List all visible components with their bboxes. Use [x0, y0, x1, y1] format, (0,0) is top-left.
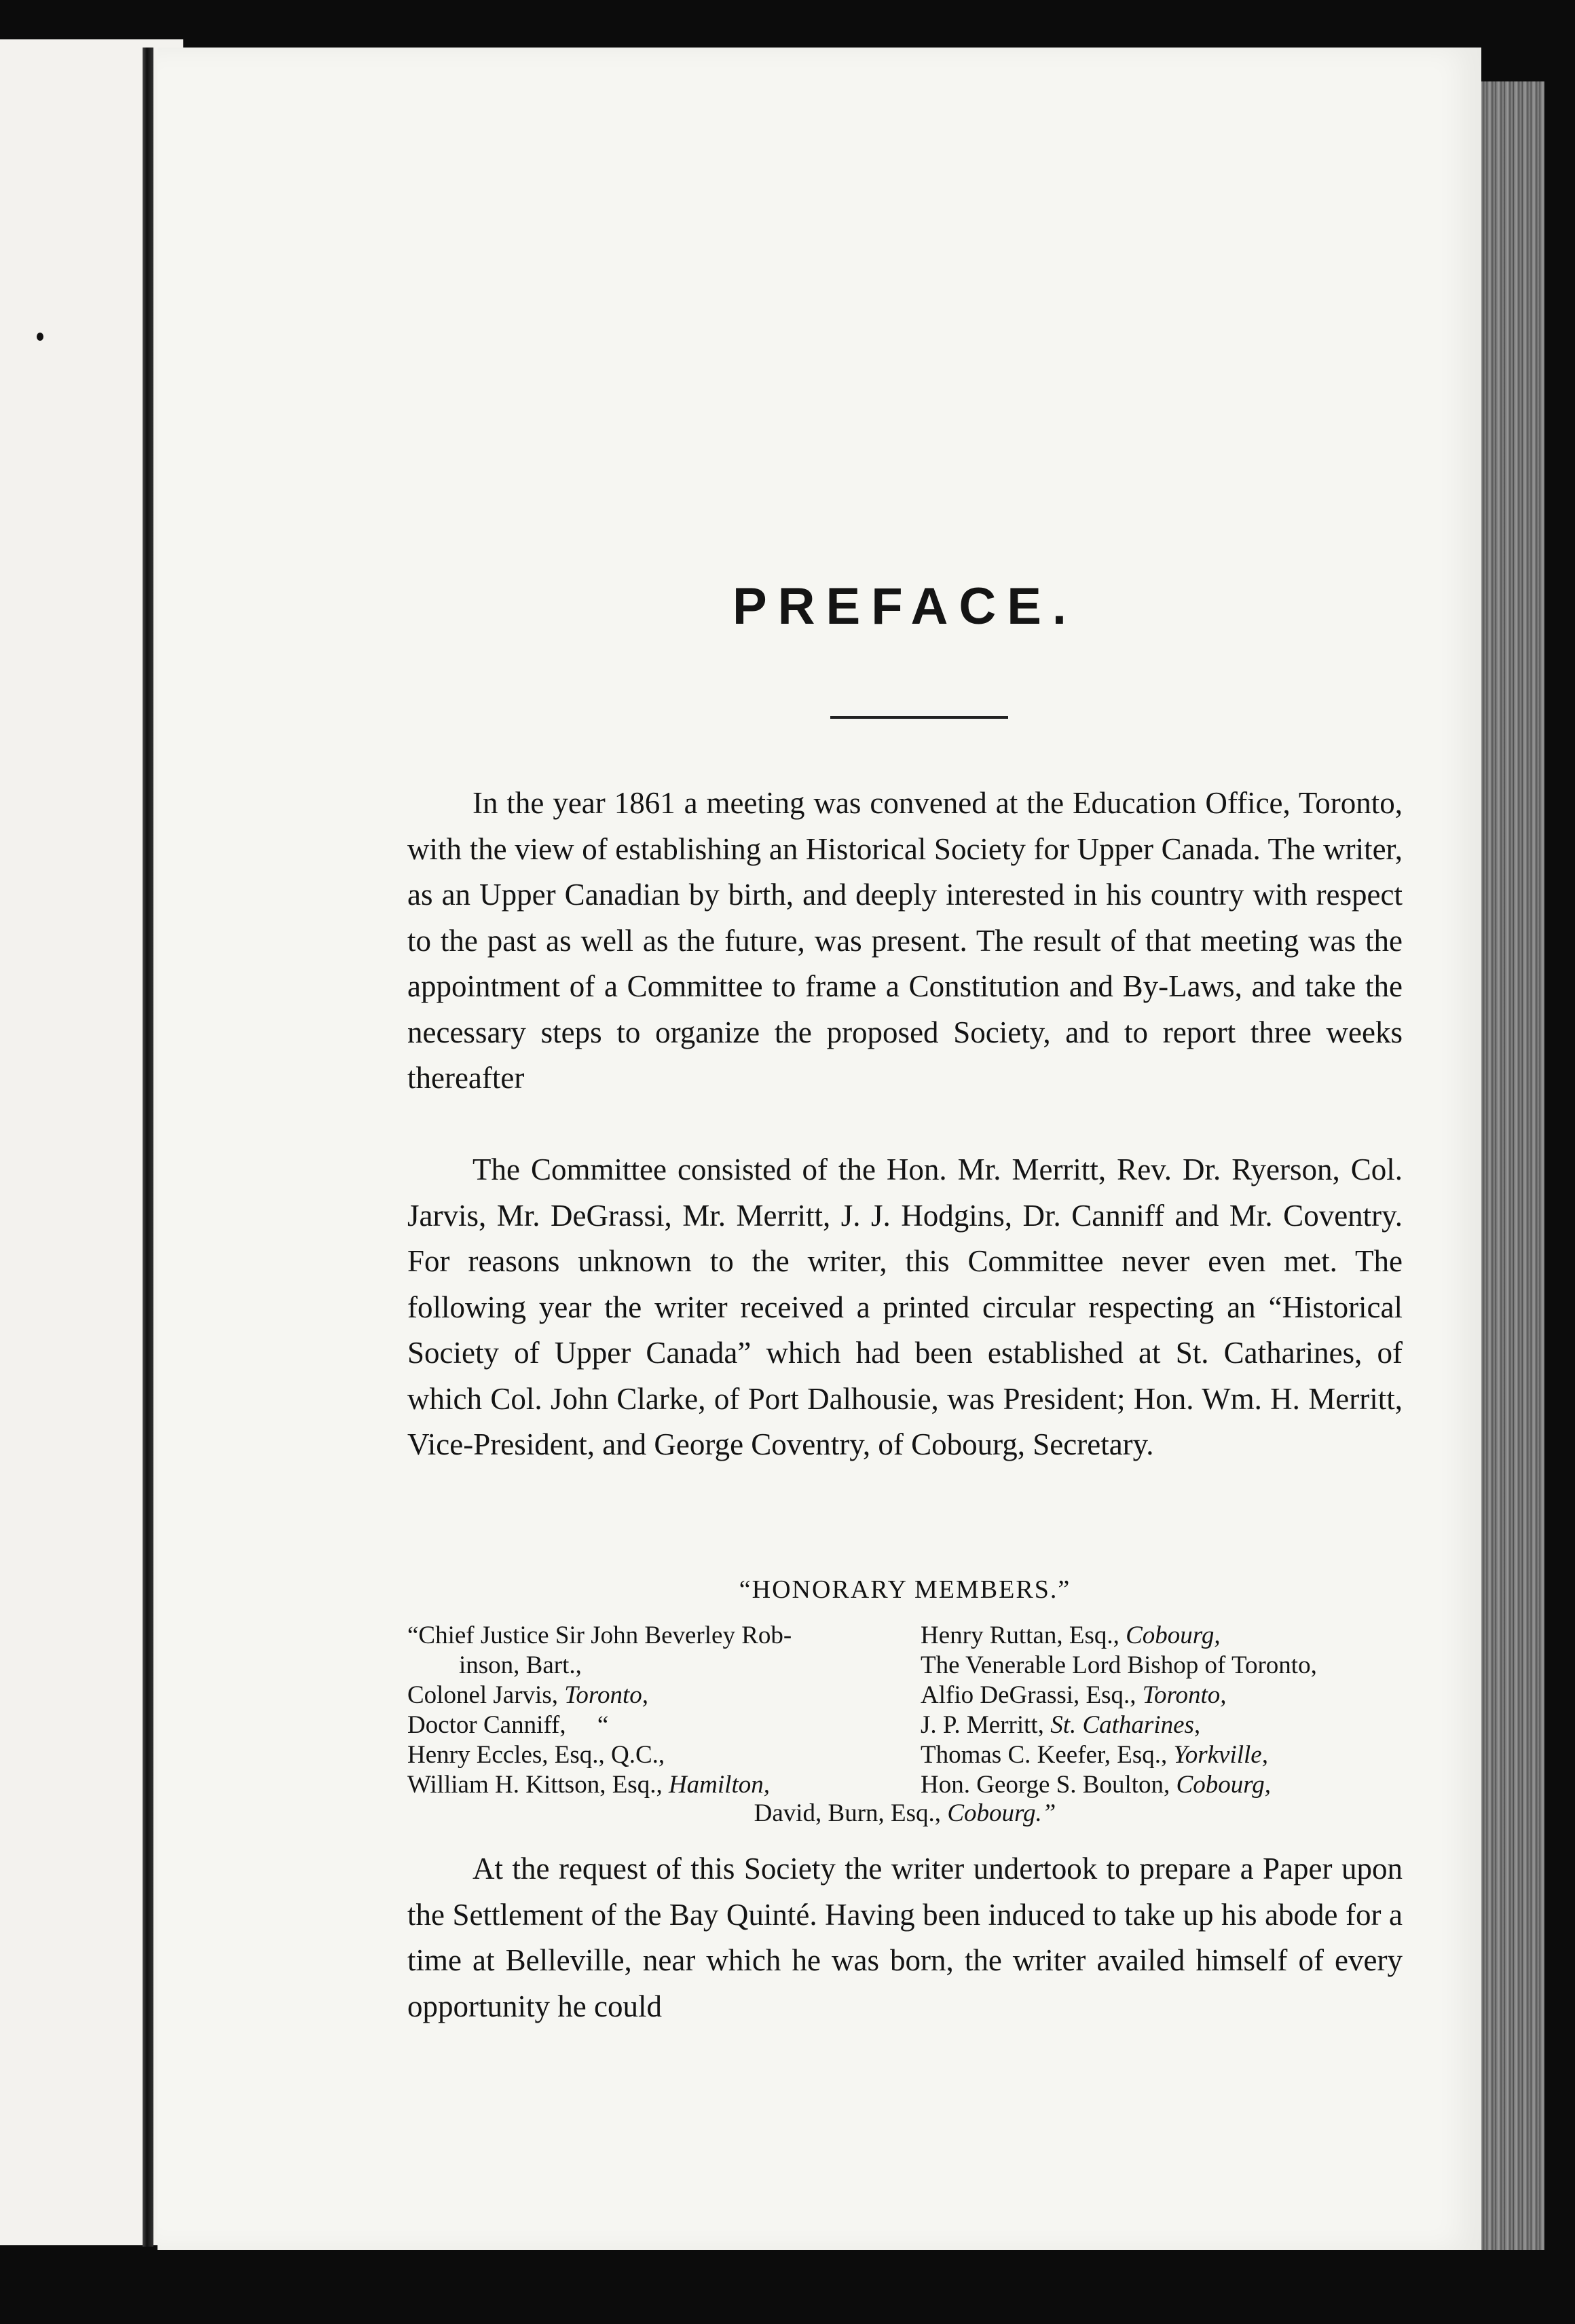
member-place: Toronto,: [1142, 1681, 1227, 1709]
member-entry: [921, 1681, 1409, 1710]
title-rule: [830, 716, 1008, 719]
facing-page-edge: [0, 39, 183, 2245]
member-place: Cobourg.”: [947, 1799, 1056, 1827]
member-entry: [921, 1770, 1409, 1800]
honorary-members-left-column: [407, 1621, 903, 1800]
honorary-members-right-column: [921, 1621, 1409, 1800]
member-name: J. P. Merritt,: [921, 1711, 1051, 1739]
member-entry: [407, 1740, 903, 1770]
member-place: Yorkville,: [1173, 1741, 1268, 1769]
member-entry: [921, 1710, 1409, 1740]
book-page: [158, 48, 1481, 2250]
book-gutter: [143, 48, 153, 2247]
member-place: Toronto,: [564, 1681, 648, 1709]
member-entry: [407, 1710, 903, 1740]
member-entry-last: [407, 1799, 1403, 1829]
honorary-members-heading: “HONORARY MEMBERS.”: [739, 1575, 1071, 1604]
member-name: Henry Eccles, Esq., Q.C.,: [407, 1741, 665, 1769]
member-name: William H. Kittson, Esq.,: [407, 1771, 669, 1799]
member-name: Colonel Jarvis,: [407, 1681, 565, 1709]
paragraph-2: The Committee consisted of the Hon. Mr. Merritt, Rev. Dr. Ryerson, Col. Jarvis, Mr. DeGrassi, Mr. Merritt, J. J. Hodgins, Dr. Canniff and Mr. Coventry. For reasons unknown to the writer, this Committee never even met. The following year the writer received a printed circular respecting an “Historical Society of Upper Canada” which had been established at St. Catharines, of which Col. John Clarke, of Port Dalhousie, was President; Hon. Wm. H. Merritt, Vice-President, and George Coventry, of Cobourg, Secretary.: [407, 1152, 1403, 1461]
page-title: PREFACE.: [732, 578, 1078, 635]
paragraph-3: At the request of this Society the writer undertook to prepare a Paper upon the Settlement of the Bay Quinté. Having been induced to take up his abode for a time at Belleville, near which he was born, the writer availed himself of every opportunity he could: [407, 1852, 1403, 2023]
member-name: Alfio DeGrassi, Esq.,: [921, 1681, 1143, 1709]
member-name: Thomas C. Keefer, Esq.,: [921, 1741, 1174, 1769]
member-name: Henry Ruttan, Esq.,: [921, 1622, 1126, 1649]
member-name: The Venerable Lord Bishop of Toronto,: [921, 1651, 1317, 1679]
member-name: Hon. George S. Boulton,: [921, 1771, 1176, 1799]
member-name: “Chief Justice Sir John Beverley Rob-: [407, 1622, 792, 1649]
member-name: inson, Bart.,: [459, 1651, 582, 1679]
member-place: Cobourg,: [1126, 1622, 1221, 1649]
member-place: St. Catharines,: [1050, 1711, 1201, 1739]
member-name: Doctor Canniff, “: [407, 1711, 609, 1739]
member-entry: [407, 1681, 903, 1710]
member-name: David, Burn, Esq.,: [754, 1799, 948, 1827]
member-place: Cobourg,: [1176, 1771, 1271, 1799]
member-entry: [921, 1740, 1409, 1770]
member-entry: [921, 1621, 1409, 1651]
member-entry: [921, 1651, 1409, 1681]
member-entry: [407, 1770, 903, 1800]
member-entry: [407, 1651, 903, 1681]
paragraph-1: In the year 1861 a meeting was convened at the Education Office, Toronto, with the view of establishing an Historical Society for Upper Canada. The writer, as an Upper Canadian by birth, and deeply interested in his country with respect to the past as well as the future, was present. The result of that meeting was the appointment of a Committee to frame a Constitution and By-Laws, and take the necessary steps to organize the proposed Society, and to report three weeks thereafter: [407, 786, 1403, 1095]
member-entry: [407, 1621, 903, 1651]
ink-speck: [37, 333, 43, 341]
member-place: Hamilton,: [668, 1771, 770, 1799]
